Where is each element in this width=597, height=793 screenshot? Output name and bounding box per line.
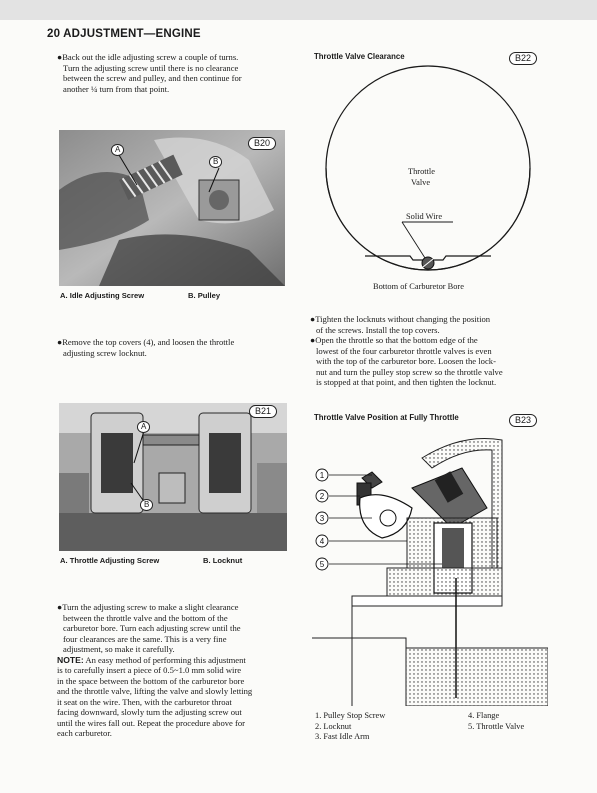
photo-label-b: B	[209, 156, 222, 168]
figure-badge-b23: B23	[509, 414, 537, 427]
photo-label-a: A	[137, 421, 150, 433]
caption-locknut: B. Locknut	[203, 556, 243, 565]
marker-1-label: 1	[319, 471, 325, 480]
note-first-line: NOTE: An easy method of performing this adjustment	[57, 654, 246, 665]
label-throttle-valve: Throttle Valve	[408, 167, 435, 187]
legend-column-2	[468, 711, 524, 732]
marker-2-label: 2	[319, 492, 325, 501]
figure-title-throttle-valve-clearance: Throttle Valve Clearance	[314, 52, 405, 61]
legend-item: 2. Locknut	[315, 721, 352, 731]
note-label: NOTE:	[57, 654, 84, 665]
photo-label-a: A	[111, 144, 124, 156]
figure-badge-b20: B20	[248, 137, 276, 150]
legend-item: 5. Throttle Valve	[468, 721, 525, 731]
legend-item: 1. Pulley Stop Screw	[315, 711, 386, 720]
photo-idle-adjusting-screw	[59, 130, 285, 286]
marker-3-label: 3	[319, 514, 325, 523]
paragraph-tighten-locknuts: ●Tighten the locknuts without changing the position of the screws. Install the top covers. ●Open the throttle so that the bottom edge of the lowest of the four carburetor throttle valves is even with the top of the carburetor bore. Loosen the lock- nut and turn the pulley stop screw so the throttle valve is stopped at that point, and then tighten the locknut.	[310, 314, 503, 387]
caption-idle-adjusting-screw: A. Idle Adjusting Screw	[60, 291, 145, 300]
paragraph-idle-screw: ●Back out the idle adjusting screw a couple of turns. Turn the adjusting screw until there is no clearance between the screw and pulley, and then continue for another ¼ turn from that point.	[57, 52, 242, 94]
label-solid-wire: Solid Wire	[406, 212, 443, 221]
figure-badge-b22: B22	[509, 52, 537, 65]
caption-pulley: B. Pulley	[188, 291, 221, 300]
caption-bottom-of-carburetor-bore: Bottom of Carburetor Bore	[373, 282, 464, 291]
page-title: 20 ADJUSTMENT—ENGINE	[47, 28, 201, 40]
figure-badge-b21: B21	[249, 405, 277, 418]
viewer-top-bar	[0, 0, 597, 20]
caption-throttle-adjusting-screw: A. Throttle Adjusting Screw	[60, 556, 160, 565]
photo-throttle-adjusting-screw	[59, 403, 287, 551]
legend-item: 3. Fast Idle Arm	[315, 732, 370, 741]
legend-column-1	[315, 711, 385, 743]
diagram-throttle-valve-position	[312, 428, 548, 706]
paragraph-remove-covers: ●Remove the top covers (4), and loosen the throttle adjusting screw locknut.	[57, 337, 235, 358]
photo-label-b: B	[140, 499, 153, 511]
marker-5-label: 5	[319, 560, 325, 569]
photo-b21-drawing	[59, 403, 287, 551]
paragraph-turn-screw: ●Turn the adjusting screw to make a slight clearance between the throttle valve and the bottom of the carburetor bore. Turn each adjusting screw until the four clearances are the same. This is a very fine adjustment, so make it carefully. NOTE: An easy method of performing this adjustment is to carefully insert a piece of 0.5~1.0 mm solid wire in the space between the bottom of the carburetor bore and the throttle valve, lifting the valve and slowly letting it seat on the wire. Then, with the carburetor throat facing downward, slowly turn the adjusting screw out until the wires fall out. Repeat the procedure above for each carburetor.	[57, 602, 291, 739]
legend-item: 4. Flange	[468, 711, 500, 720]
figure-title-throttle-valve-position: Throttle Valve Position at Fully Throttle	[314, 413, 459, 422]
solid-wire-leader	[402, 222, 425, 258]
marker-4-label: 4	[319, 537, 325, 546]
photo-b20-drawing	[59, 130, 285, 286]
